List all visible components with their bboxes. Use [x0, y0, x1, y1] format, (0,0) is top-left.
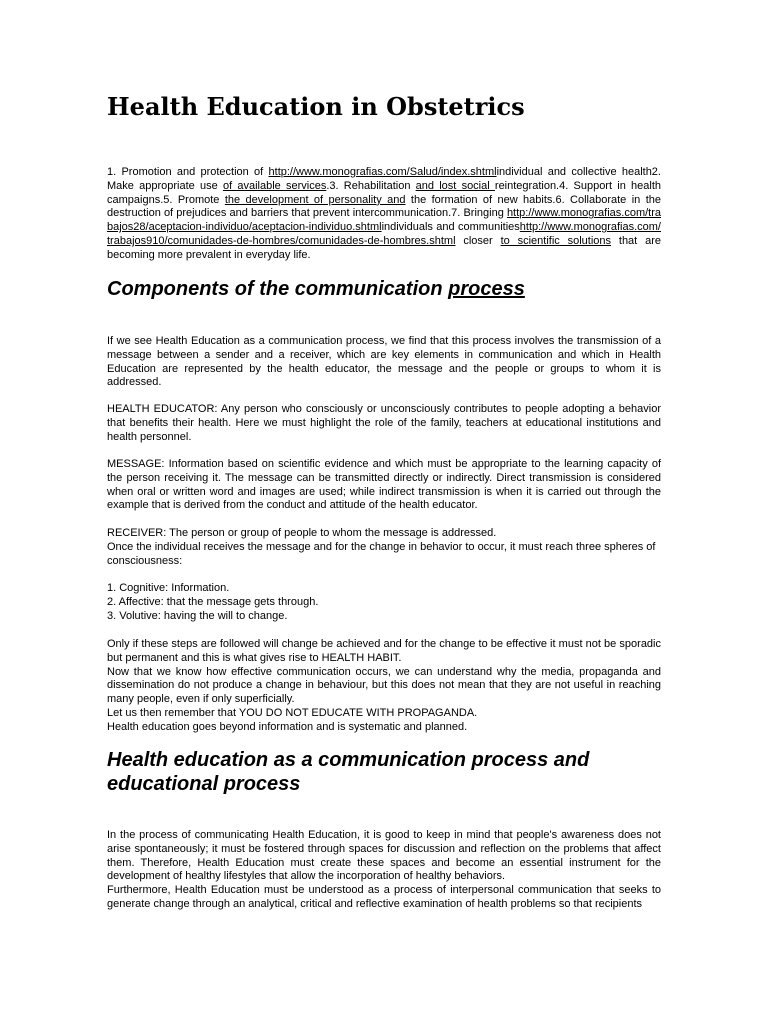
section-heading-components	[107, 277, 661, 301]
intro-paragraph	[107, 166, 661, 263]
consciousness-list	[107, 582, 661, 623]
underlined-link[interactable]: of available services	[222, 179, 327, 192]
text-line: Only if these steps are followed will change be achieved and for the change to be effective it must not be sporadic but permanent and this is what gives rise to HEALTH HABIT.	[107, 638, 661, 664]
receiver-line: Once the individual receives the message and for the change in behavior to occur, it must reach three spheres of consciousness:	[107, 540, 656, 567]
text-line: In the process of communicating Health Education, it is good to keep in mind that people's awareness does not arise spontaneously; it must be fostered through spaces for discussion and reflection on the problems that affect them. Therefore, Health Education must create these spaces and become an essential instrument for the development of healthy lifestyles that allow the incorporation of healthy behaviors.	[107, 829, 661, 883]
link-aceptacion-individuo[interactable]: http://www.monografias.com/trabajos28/aceptacion-individuo/aceptacion-individuo.shtml	[107, 207, 661, 234]
intro-text: that are becoming more prevalent in everyday life.	[107, 234, 661, 261]
intro-text: 1. Promotion and protection of	[107, 166, 269, 178]
list-item: 1. Cognitive: Information.	[107, 582, 230, 594]
text-line: Let us then remember that YOU DO NOT EDUCATE WITH PROPAGANDA.	[107, 706, 478, 719]
underlined-link[interactable]: and lost social	[415, 179, 495, 192]
underlined-link[interactable]: to scientific solutions	[500, 234, 612, 247]
page-title: Health Education in Obstetrics	[107, 92, 525, 121]
list-item: 3. Volutive: having the will to change.	[107, 609, 288, 622]
underlined-link[interactable]: the development of personality and	[224, 193, 406, 206]
paragraph-health-habit	[107, 638, 661, 735]
paragraph-health-educator: HEALTH EDUCATOR: Any person who consciously or unconsciously contributes to people adopting a behavior that benefits their health. Here we must highlight the role of the family, teachers at educational institutions and health personnel.	[107, 403, 661, 443]
link-salud[interactable]: http://www.monografias.com/Salud/index.shtml	[268, 166, 497, 178]
text-line: Now that we know how effective communication occurs, we can understand why the media, propaganda and dissemination do not produce a change in behaviour, but this does not mean that they are not useful in reaching many people, even if only superficially.	[107, 665, 661, 706]
intro-text: individual and collective health2. Make appropriate use	[107, 166, 661, 192]
heading-text: Components of the communication	[107, 278, 449, 300]
paragraph-receiver	[107, 527, 661, 568]
intro-text: closer	[455, 234, 501, 247]
text-line: Furthermore, Health Education must be understood as a process of interpersonal communication that seeks to generate change through an analytical, critical and reflective examination of health problems so that recipients	[107, 884, 661, 910]
link-comunidades[interactable]: http://www.monografias.com/trabajos910/comunidades-de-hombres/comunidades-de-hombres.shtml	[107, 221, 661, 247]
intro-text: individuals and communities	[381, 221, 520, 234]
intro-text: .3. Rehabilitation	[326, 179, 416, 192]
list-item: 2. Affective: that the message gets through.	[107, 595, 319, 608]
paragraph-awareness	[107, 829, 661, 912]
section-heading-educational-process: Health education as a communication process and educational process	[107, 749, 590, 795]
receiver-line: RECEIVER: The person or group of people to whom the message is addressed.	[107, 527, 497, 539]
paragraph-communication-process: If we see Health Education as a communication process, we find that this process involves the transmission of a message between a sender and a receiver, which are key elements in communication and which in Health Education are represented by the health educator, the message and the people or groups to whom it is addressed.	[107, 335, 661, 389]
heading-link-process[interactable]: process	[448, 278, 525, 300]
paragraph-message: MESSAGE: Information based on scientific evidence and which must be appropriate to the learning capacity of the person receiving it. The message can be transmitted directly or indirectly. Direct transmission is considered when oral or written word and images are used; while indirect transmission is when it is carried out through the example that is derived from the conduct and attitude of the health educator.	[107, 458, 661, 512]
text-line: Health education goes beyond information and is systematic and planned.	[107, 720, 468, 733]
intro-text: reintegration.4. Support in health campaigns.5. Promote	[107, 179, 662, 206]
intro-text: the formation of new habits.6. Collaborate in the destruction of prejudices and barriers that prevent intercommunication.7. Bringing	[107, 193, 661, 220]
